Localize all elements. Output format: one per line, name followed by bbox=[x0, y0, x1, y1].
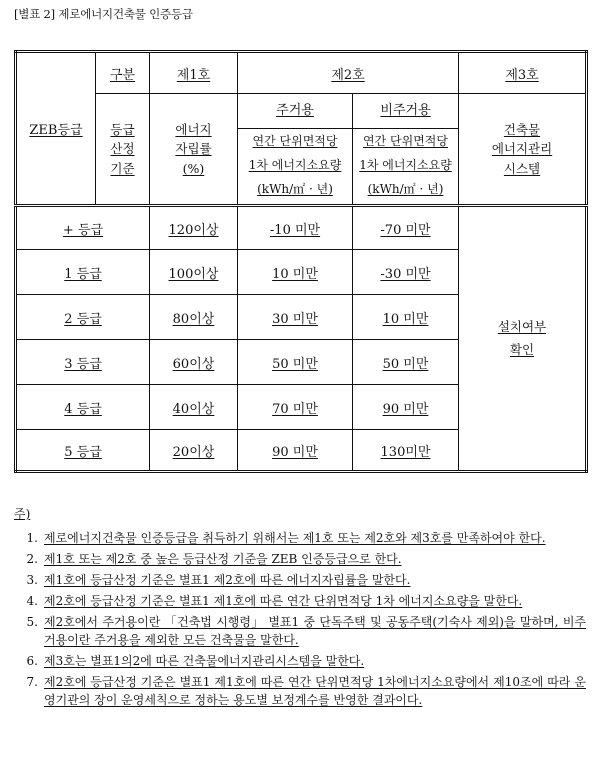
residential-value-cell: 50 미만 bbox=[272, 356, 318, 372]
col3-header-label: 제3호 bbox=[505, 67, 539, 83]
notes-heading: 주) bbox=[14, 507, 31, 521]
note-item bbox=[14, 529, 586, 547]
nonresidential-label: 비주거용 bbox=[380, 103, 431, 118]
self-sufficiency-cell: 120이상 bbox=[168, 222, 219, 238]
col1-sub-line-1: 에너지 bbox=[175, 121, 212, 137]
zeb-grade-label: ZEB등급 bbox=[29, 123, 83, 138]
certification-table-wrapper bbox=[14, 50, 585, 470]
note-text: 제1호 또는 제2호 중 높은 등급산정 기준을 ZEB 인증등급으로 한다. bbox=[44, 552, 402, 566]
note-text: 제2호에 등급산정 기준은 별표1 제1호에 따른 연간 단위면적당 1차에너지소요량에서 제10조에 따라 운영기관의 장이 운영세칙으로 정하는 용도별 보정계수를 반영한 결과이다. bbox=[44, 675, 586, 707]
residential-value-cell: 30 미만 bbox=[272, 311, 318, 327]
col2-header bbox=[238, 52, 459, 94]
notes-section bbox=[14, 505, 586, 712]
nonres-sub-line-2: 1차 에너지소요량 bbox=[359, 158, 452, 172]
res-sub-line-2: 1차 에너지소요량 bbox=[248, 158, 342, 172]
table-caption: [별표 2] 제로에너지건축물 인증등급 bbox=[14, 7, 193, 21]
col2-residential-cell bbox=[238, 94, 353, 206]
criteria-line-3: 기준 bbox=[110, 160, 135, 176]
table-row bbox=[16, 206, 587, 250]
nonresidential-value-cell: -30 미만 bbox=[380, 266, 431, 282]
grade-cell: 4 등급 bbox=[64, 401, 102, 417]
residential-value-cell: 90 미만 bbox=[272, 444, 318, 460]
col1-header-label: 제1호 bbox=[176, 67, 211, 83]
note-text: 제2호에서 주거용이란 「건축법 시행령」 별표1 중 단독주택 및 공동주택(기숙사 제외)을 말하며, 비주거용이란 주거용을 제외한 모든 건축물을 말한다. bbox=[44, 615, 586, 647]
self-sufficiency-cell: 80이상 bbox=[172, 311, 215, 327]
nonresidential-value-cell: 130미만 bbox=[380, 444, 431, 460]
col3-sub-line-3: 시스템 bbox=[503, 160, 541, 176]
zeb-grade-header bbox=[16, 52, 96, 206]
col3-value-line-2: 확인 bbox=[509, 341, 535, 357]
col1-sub-line-3: (%) bbox=[182, 160, 205, 176]
self-sufficiency-cell: 40이상 bbox=[172, 401, 215, 417]
grade-cell: 1 등급 bbox=[64, 266, 102, 282]
col2-header-label: 제2호 bbox=[331, 67, 365, 83]
note-number: 2. bbox=[26, 552, 38, 566]
col1-header bbox=[150, 52, 238, 94]
note-number: 4. bbox=[26, 594, 38, 608]
note-item bbox=[14, 673, 586, 709]
nonresidential-value-cell: -70 미만 bbox=[380, 222, 431, 238]
certification-grade-table bbox=[14, 50, 588, 473]
residential-value-cell: 70 미만 bbox=[272, 401, 318, 417]
note-text: 제2호에 등급산정 기준은 별표1 제1호에 따른 연간 단위면적당 1차 에너지소요량을 말한다. bbox=[44, 594, 523, 608]
col3-sub-cell bbox=[459, 94, 587, 206]
note-number: 7. bbox=[26, 675, 38, 689]
note-text: 제로에너지건축물 인증등급을 취득하기 위해서는 제1호 또는 제2호와 제3호를 만족하여야 한다. bbox=[44, 531, 546, 545]
col3-value-line-1: 설치여부 bbox=[497, 319, 547, 334]
self-sufficiency-cell: 100이상 bbox=[168, 266, 219, 282]
note-text: 제1호에 등급산정 기준은 별표1 제2호에 따른 에너지자립률을 말한다. bbox=[44, 573, 411, 587]
note-number: 1. bbox=[26, 531, 38, 545]
nonres-sub-line-3: (kWh/㎡ · 년) bbox=[367, 182, 444, 196]
note-number: 6. bbox=[26, 654, 38, 668]
col3-header bbox=[459, 52, 587, 94]
criteria-line-2: 산정 bbox=[110, 141, 135, 157]
note-item bbox=[14, 571, 586, 589]
note-text: 제3호는 별표1의2에 따른 건축물에너지관리시스템을 말한다. bbox=[44, 654, 365, 668]
col1-sub-line-2: 자립률 bbox=[175, 141, 212, 157]
residential-value-cell: 10 미만 bbox=[272, 266, 318, 282]
criteria-cell bbox=[96, 94, 150, 206]
category-header bbox=[96, 52, 150, 94]
col3-value-cell bbox=[459, 206, 587, 472]
col1-sub-cell bbox=[150, 94, 238, 206]
note-item bbox=[14, 592, 586, 610]
note-item bbox=[14, 550, 586, 568]
residential-label: 주거용 bbox=[276, 103, 314, 118]
col3-sub-line-2: 에너지관리 bbox=[491, 141, 553, 157]
res-sub-line-3: (kWh/㎡ · 년) bbox=[257, 182, 333, 196]
nonresidential-value-cell: 50 미만 bbox=[382, 356, 429, 372]
self-sufficiency-cell: 20이상 bbox=[172, 444, 215, 460]
note-number: 5. bbox=[26, 615, 38, 629]
note-item bbox=[14, 613, 586, 649]
grade-cell: 2 등급 bbox=[64, 311, 102, 327]
res-sub-line-1: 연간 단위면적당 bbox=[252, 134, 338, 148]
col2-nonresidential-cell bbox=[353, 94, 459, 206]
grade-cell: 3 등급 bbox=[64, 356, 102, 372]
grade-cell: + 등급 bbox=[62, 222, 104, 238]
criteria-line-1: 등급 bbox=[110, 121, 135, 137]
category-label: 구분 bbox=[109, 67, 136, 83]
self-sufficiency-cell: 60이상 bbox=[172, 356, 215, 372]
col3-sub-line-1: 건축물 bbox=[503, 121, 541, 137]
residential-value-cell: -10 미만 bbox=[269, 222, 321, 238]
note-item bbox=[14, 652, 586, 670]
nonresidential-value-cell: 10 미만 bbox=[382, 311, 429, 327]
note-number: 3. bbox=[26, 573, 38, 587]
nonresidential-value-cell: 90 미만 bbox=[382, 401, 429, 417]
nonres-sub-line-1: 연간 단위면적당 bbox=[363, 134, 448, 148]
grade-cell: 5 등급 bbox=[64, 444, 102, 460]
